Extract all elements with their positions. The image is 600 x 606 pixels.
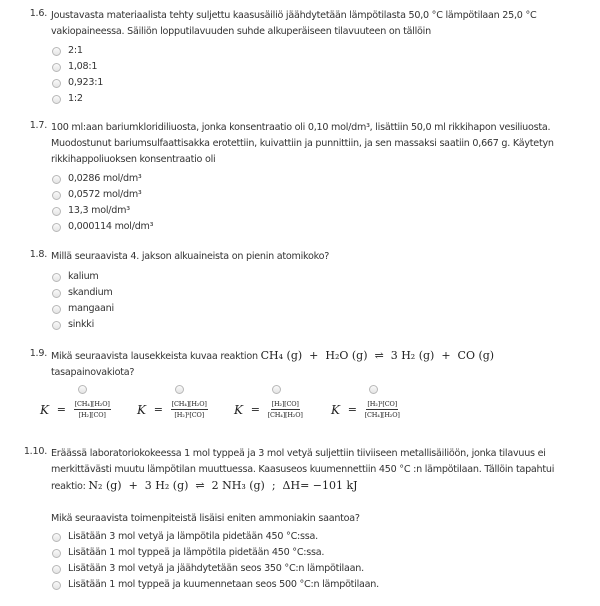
radio-button[interactable] — [272, 385, 281, 394]
radio-button[interactable] — [52, 289, 61, 298]
option-label[interactable]: sinkki — [68, 319, 95, 330]
question-text — [51, 348, 571, 381]
denominator: [H₂][CO] — [78, 411, 106, 419]
fraction — [74, 400, 111, 419]
option-label[interactable]: 0,0572 mol/dm³ — [68, 189, 142, 200]
question-subtext: Mikä seuraavista toimenpiteistä lisäisi eniten ammoniakin saantoa? — [51, 513, 360, 524]
question-text-line: rikkihappoliuoksen konsentraatio oli — [51, 154, 216, 165]
radio-button[interactable] — [52, 47, 61, 56]
options-list — [51, 529, 379, 593]
equals-sign: = — [153, 403, 163, 416]
option[interactable] — [51, 529, 379, 545]
question-text — [51, 249, 571, 265]
option[interactable] — [51, 171, 153, 187]
option-label[interactable]: kalium — [68, 271, 99, 282]
option[interactable] — [51, 301, 114, 317]
question-text-line — [51, 478, 571, 495]
option-label[interactable]: Lisätään 1 mol typpeä ja lämpötila pidetään 450 °C:ssa. — [68, 547, 325, 558]
question-text-line: merkittävästi muutu lämpötilan muuttuessa. Kaasuseos kuumennettiin 450 °C :n lämpötilaan. Tällöin tapahtui — [51, 464, 555, 475]
options-list — [51, 43, 103, 107]
option-label[interactable]: mangaani — [68, 303, 114, 314]
option[interactable] — [51, 577, 379, 593]
question-number: 1.6. — [29, 8, 47, 19]
question-text-prefix: reaktio: — [51, 481, 86, 492]
equilibrium-expression[interactable] — [137, 400, 208, 419]
radio-button[interactable] — [52, 305, 61, 314]
option-label[interactable]: 0,923:1 — [68, 77, 104, 88]
question-text — [51, 446, 571, 527]
option-label[interactable]: Lisätään 3 mol vetyä ja jäähdytetään seos 350 °C:n lämpötilaan. — [68, 563, 364, 574]
question-text-line: Eräässä laboratoriokokeessa 1 mol typpeä ja 3 mol vetyä suljettiin tiiviiseen metallisäiliöön, jonka tilavuus ei — [51, 448, 546, 459]
option-label[interactable]: Lisätään 3 mol vetyä ja lämpötila pidetään 450 °C:ssa. — [68, 531, 318, 542]
options-list — [51, 269, 114, 333]
equals-sign: = — [347, 403, 357, 416]
equals-sign: = — [56, 403, 66, 416]
reaction-equation: N₂ (g) + 3 H₂ (g) ⇌ 2 NH₃ (g) ; ΔH= −101 kJ — [88, 479, 358, 492]
radio-button[interactable] — [52, 549, 61, 558]
radio-button[interactable] — [52, 207, 61, 216]
numerator: [H₂]³[CO] — [367, 400, 397, 408]
option-label[interactable]: 2:1 — [68, 45, 83, 56]
option-label[interactable]: 0,000114 mol/dm³ — [68, 221, 154, 232]
option[interactable] — [51, 91, 103, 107]
option-label[interactable]: 1,08:1 — [68, 61, 98, 72]
option-label[interactable]: 13,3 mol/dm³ — [68, 205, 130, 216]
option[interactable] — [51, 561, 379, 577]
option[interactable] — [51, 219, 153, 235]
option[interactable] — [51, 269, 114, 285]
fraction — [171, 400, 208, 419]
question-number: 1.10. — [23, 446, 47, 457]
equilibrium-expression[interactable] — [234, 400, 303, 419]
numerator: [H₂][CO] — [271, 400, 299, 408]
question-text-line: 100 ml:aan bariumkloridiliuosta, jonka konsentraatio oli 0,10 mol/dm³, lisättiin 50,0 ml rikkihapon vesiliuosta. — [51, 122, 551, 133]
radio-button[interactable] — [369, 385, 378, 394]
option[interactable] — [51, 285, 114, 301]
numerator: [CH₄][H₂O] — [171, 400, 207, 408]
option[interactable] — [51, 75, 103, 91]
equilibrium-expression[interactable] — [331, 400, 400, 419]
equals-sign: = — [250, 403, 260, 416]
radio-button[interactable] — [175, 385, 184, 394]
question-text — [51, 120, 571, 168]
radio-button[interactable] — [52, 533, 61, 542]
radio-button[interactable] — [78, 385, 87, 394]
option-label[interactable]: 1:2 — [68, 93, 83, 104]
option[interactable] — [51, 59, 103, 75]
options-list — [51, 171, 153, 235]
option[interactable] — [51, 187, 153, 203]
numerator: [CH₄][H₂O] — [74, 400, 110, 408]
denominator: [CH₄][H₂O] — [267, 411, 303, 419]
question-text-line: vakiopaineessa. Säiliön lopputilavuuden suhde alkuperäiseen tilavuuteen on tällöin — [51, 26, 431, 37]
option[interactable] — [51, 43, 103, 59]
radio-button[interactable] — [52, 175, 61, 184]
option-label[interactable]: Lisätään 1 mol typpeä ja kuumennetaan seos 500 °C:n lämpötilaan. — [68, 579, 379, 590]
radio-button[interactable] — [52, 63, 61, 72]
radio-button[interactable] — [52, 223, 61, 232]
radio-button[interactable] — [52, 565, 61, 574]
question-text-line — [51, 348, 571, 365]
radio-button[interactable] — [52, 273, 61, 282]
option-label[interactable]: 0,0286 mol/dm³ — [68, 173, 142, 184]
radio-button[interactable] — [52, 581, 61, 590]
reaction-equation: CH₄ (g) + H₂O (g) ⇌ 3 H₂ (g) + CO (g) — [260, 349, 495, 362]
question-text — [51, 8, 571, 40]
equilibrium-expression[interactable] — [40, 400, 111, 419]
fraction — [268, 400, 303, 419]
denominator: [H₂]³[CO] — [174, 411, 204, 419]
question-text-line: Millä seuraavista 4. jakson alkuaineista on pienin atomikoko? — [51, 251, 330, 262]
question-text-line: Joustavasta materiaalista tehty suljettu kaasusäiliö jäähdytetään lämpötilasta 50,0 °C lämpötilaan 25,0 °C — [51, 10, 537, 21]
option-label[interactable]: skandium — [68, 287, 113, 298]
question-number: 1.8. — [29, 249, 47, 260]
radio-button[interactable] — [52, 79, 61, 88]
option[interactable] — [51, 317, 114, 333]
question-text-prefix: Mikä seuraavista lausekkeista kuvaa reaktion — [51, 351, 258, 362]
radio-button[interactable] — [52, 191, 61, 200]
question-text-line: Muodostunut bariumsulfaattisakka erotettiin, kuivattiin ja punnittiin, ja sen massaksi saatiin 0,667 g. Käytetyn — [51, 138, 554, 149]
k-symbol: K — [137, 402, 146, 417]
fraction — [365, 400, 400, 419]
question-text-line: tasapainovakiota? — [51, 367, 135, 378]
radio-button[interactable] — [52, 321, 61, 330]
option[interactable] — [51, 545, 379, 561]
k-symbol: K — [331, 402, 340, 417]
k-symbol: K — [234, 402, 243, 417]
k-symbol: K — [40, 402, 49, 417]
question-number: 1.7. — [29, 120, 47, 131]
denominator: [CH₄][H₂O] — [364, 411, 400, 419]
question-number: 1.9. — [29, 348, 47, 359]
option[interactable] — [51, 203, 153, 219]
radio-button[interactable] — [52, 95, 61, 104]
